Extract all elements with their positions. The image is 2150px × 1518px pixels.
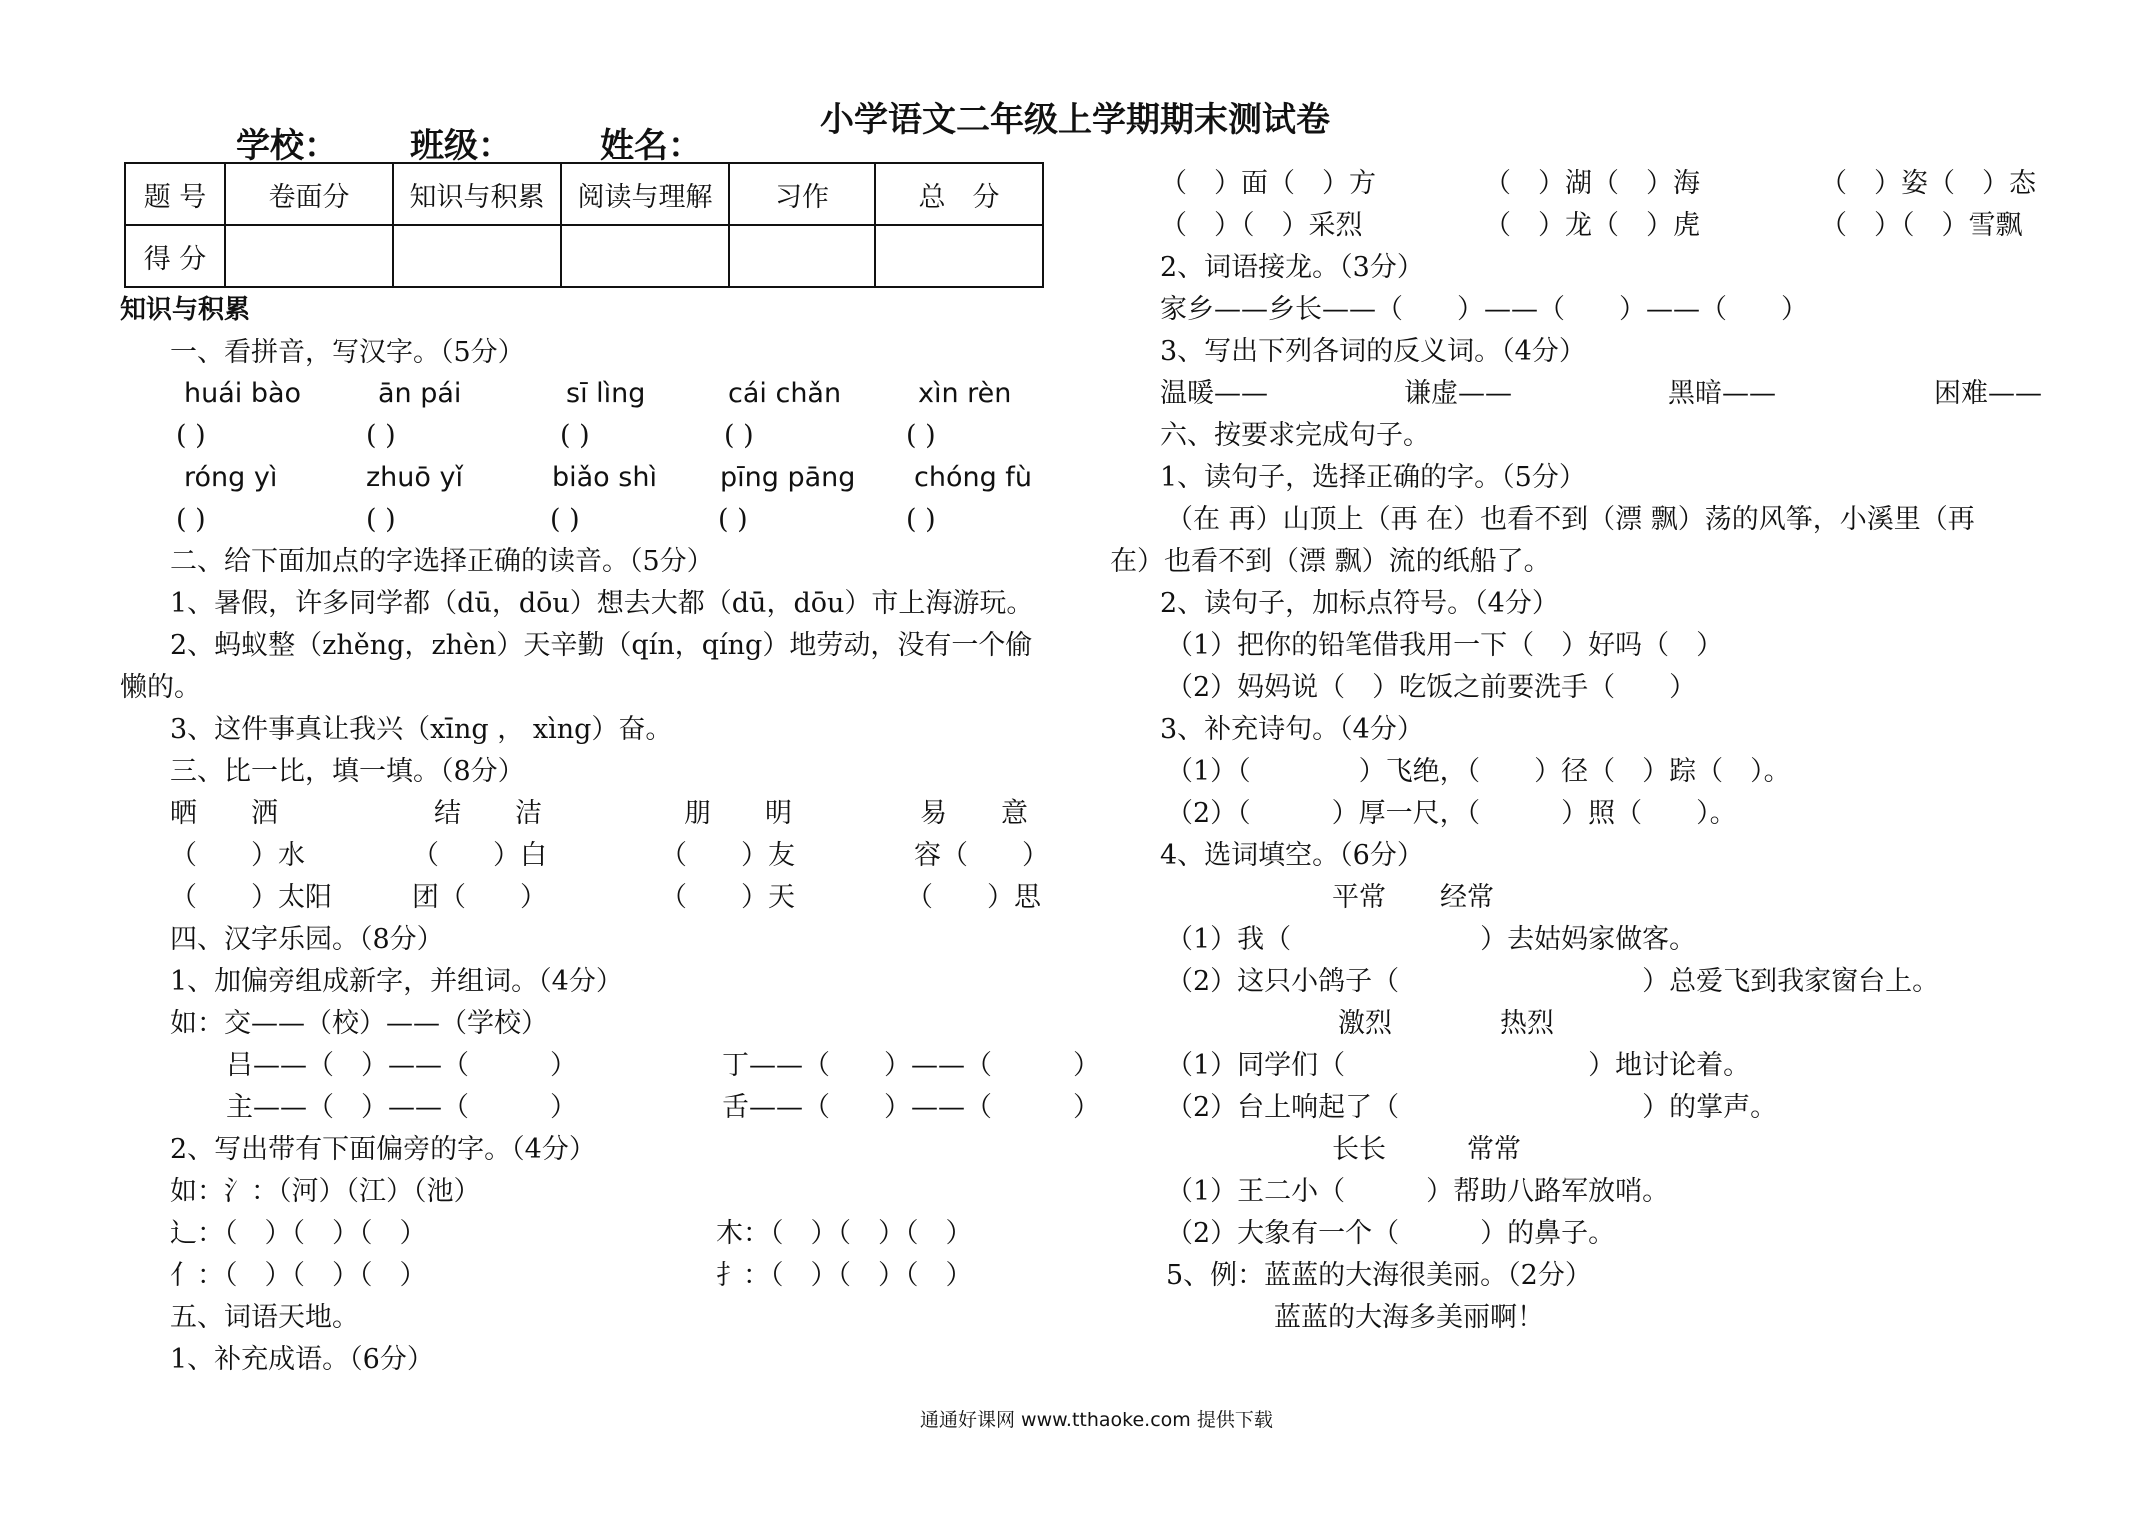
score-header-cell: 题 号: [125, 163, 225, 225]
question-title: 四、汉字乐园。（8分）: [170, 924, 444, 955]
pinyin: cái chǎn: [728, 378, 842, 409]
question-line: 3、这件事真让我兴（xīng ， xìng）奋。: [170, 714, 673, 745]
school-label: 学校：: [236, 126, 338, 166]
page-title: 小学语文二年级上学期期末测试卷: [820, 100, 1330, 140]
pinyin: huái bào: [184, 378, 302, 409]
question-line: 2、读句子，加标点符号。（4分）: [1160, 588, 1559, 619]
answer-blank[interactable]: ( ): [906, 420, 936, 451]
fill-blank[interactable]: 主——（ ）——（ ）: [226, 1092, 577, 1123]
score-cell[interactable]: [561, 225, 729, 287]
question-line: 2、写出带有下面偏旁的字。（4分）: [170, 1134, 596, 1165]
fill-blank[interactable]: （ ）白: [412, 840, 547, 871]
question-line: （在 再）山顶上（再 在）也看不到（漂 飘）荡的风筝，小溪里（再: [1166, 504, 1975, 535]
fill-blank[interactable]: 扌：（ ）（ ）（ ）: [716, 1260, 973, 1291]
fill-blank[interactable]: 舌——（ ）——（ ）: [722, 1092, 1100, 1123]
score-header-cell: 总 分: [875, 163, 1043, 225]
answer-blank[interactable]: ( ): [560, 420, 590, 451]
fill-blank[interactable]: （2）妈妈说（ ）吃饭之前要洗手（ ）: [1166, 672, 1697, 703]
question-line: 2、蚂蚁整（zhěng，zhèn）天辛勤（qín，qíng）地劳动，没有一个偷: [170, 630, 1033, 661]
fill-blank[interactable]: （1）（ ）飞绝，（ ）径（ ）踪（ ）。: [1166, 756, 1791, 787]
word-choices: 激烈 热烈: [1338, 1008, 1554, 1039]
fill-blank[interactable]: （ ）湖（ ）海: [1484, 168, 1700, 199]
antonym-item[interactable]: 困难——: [1934, 378, 2042, 409]
score-header-cell: 习作: [729, 163, 875, 225]
score-header-cell: 卷面分: [225, 163, 393, 225]
fill-blank[interactable]: （ ）太阳: [170, 882, 332, 913]
fill-blank[interactable]: （ ）天: [660, 882, 795, 913]
question-title: 三、比一比，填一填。（8分）: [170, 756, 525, 787]
class-label: 班级：: [410, 126, 512, 166]
fill-blank[interactable]: （2）这只小鸽子（ ）总爱飞到我家窗台上。: [1166, 966, 1940, 997]
question-title: 二、给下面加点的字选择正确的读音。（5分）: [170, 546, 714, 577]
example-line: 如：交——（校）——（学校）: [170, 1008, 548, 1039]
fill-blank[interactable]: （ ）思: [906, 882, 1041, 913]
pinyin: zhuō yǐ: [366, 462, 463, 493]
answer-blank[interactable]: ( ): [176, 504, 206, 535]
question-line: 1、加偏旁组成新字，并组词。（4分）: [170, 966, 623, 997]
question-line: 3、写出下列各词的反义词。（4分）: [1160, 336, 1586, 367]
question-line: 4、选词填空。（6分）: [1160, 840, 1424, 871]
fill-blank[interactable]: （ ）龙（ ）虎: [1484, 210, 1700, 241]
question-line: 3、补充诗句。（4分）: [1160, 714, 1424, 745]
fill-blank[interactable]: 木：（ ）（ ）（ ）: [716, 1218, 973, 1249]
question-line: 1、暑假，许多同学都（dū，dōu）想去大都（dū，dōu）市上海游玩。: [170, 588, 1034, 619]
pinyin: pīng pāng: [720, 462, 856, 493]
score-cell[interactable]: [729, 225, 875, 287]
section-title: 知识与积累: [120, 295, 251, 325]
question-title: 一、看拼音，写汉字。（5分）: [170, 337, 525, 368]
pinyin: xìn rèn: [918, 378, 1012, 409]
score-cell[interactable]: [393, 225, 561, 287]
question-line: 在）也看不到（漂 飘）流的纸船了。: [1110, 546, 1551, 577]
question-line: 2、词语接龙。（3分）: [1160, 252, 1424, 283]
fill-blank[interactable]: （ ）（ ）采烈: [1160, 210, 1363, 241]
fill-blank[interactable]: （2）大象有一个（ ）的鼻子。: [1166, 1218, 1616, 1249]
fill-blank[interactable]: （1）同学们（ ）地讨论着。: [1166, 1050, 1751, 1081]
footer-credit: 通通好课网 www.tthaoke.com 提供下载: [920, 1409, 1273, 1431]
answer-blank[interactable]: ( ): [718, 504, 748, 535]
fill-blank[interactable]: 家乡——乡长——（ ）——（ ）——（ ）: [1160, 294, 1808, 325]
example-line: 如：氵：（河）（江）（池）: [170, 1176, 481, 1207]
compare-chars: 朋 明: [684, 798, 792, 829]
answer-blank[interactable]: ( ): [366, 420, 396, 451]
fill-blank[interactable]: （ ）水: [170, 840, 305, 871]
pinyin: ān pái: [378, 378, 462, 409]
answer-blank[interactable]: ( ): [724, 420, 754, 451]
question-line: 1、读句子，选择正确的字。（5分）: [1160, 462, 1586, 493]
fill-blank[interactable]: 亻：（ ）（ ）（ ）: [170, 1260, 427, 1291]
fill-blank[interactable]: （2）台上响起了（ ）的掌声。: [1166, 1092, 1778, 1123]
fill-blank[interactable]: 容（ ）: [914, 840, 1049, 871]
question-line: 1、补充成语。（6分）: [170, 1344, 434, 1375]
pinyin: róng yì: [184, 462, 278, 493]
name-label: 姓名：: [600, 126, 702, 166]
score-table: [124, 162, 1044, 288]
fill-blank[interactable]: 团（ ）: [412, 882, 547, 913]
fill-blank[interactable]: （1）王二小（ ）帮助八路军放哨。: [1166, 1176, 1670, 1207]
answer-blank[interactable]: ( ): [176, 420, 206, 451]
fill-blank[interactable]: 吕——（ ）——（ ）: [226, 1050, 577, 1081]
word-choices: 平常 经常: [1332, 882, 1494, 913]
compare-chars: 结 洁: [434, 798, 542, 829]
fill-blank[interactable]: 丁——（ ）——（ ）: [722, 1050, 1100, 1081]
fill-blank[interactable]: （ ）友: [660, 840, 795, 871]
fill-blank[interactable]: （ ）姿（ ）态: [1820, 168, 2036, 199]
answer-blank[interactable]: ( ): [906, 504, 936, 535]
fill-blank[interactable]: 辶：（ ）（ ）（ ）: [170, 1218, 427, 1249]
compare-chars: 晒 洒: [170, 798, 278, 829]
question-line: 5、例：蓝蓝的大海很美丽。（2分）: [1166, 1260, 1592, 1291]
question-title: 五、词语天地。: [170, 1302, 359, 1333]
score-header-cell: 知识与积累: [393, 163, 561, 225]
fill-blank[interactable]: （1）把你的铅笔借我用一下（ ）好吗（ ）: [1166, 630, 1724, 661]
pinyin: chóng fù: [914, 462, 1032, 493]
question-title: 六、按要求完成句子。: [1160, 420, 1430, 451]
answer-blank[interactable]: ( ): [550, 504, 580, 535]
score-cell[interactable]: [875, 225, 1043, 287]
fill-blank[interactable]: （2）（ ）厚一尺，（ ）照（ ）。: [1166, 798, 1737, 829]
question-line: 懒的。: [120, 672, 201, 703]
fill-blank[interactable]: （1）我（ ）去姑妈家做客。: [1166, 924, 1697, 955]
pinyin: sī lìng: [566, 378, 646, 409]
word-choices: 长长 常常: [1332, 1134, 1521, 1165]
compare-chars: 易 意: [920, 798, 1028, 829]
antonym-item[interactable]: 温暖——: [1160, 378, 1268, 409]
fill-blank[interactable]: （ ）（ ）雪飘: [1820, 210, 2023, 241]
antonym-item[interactable]: 谦虚——: [1404, 378, 1512, 409]
score-row-label: 得 分: [125, 225, 225, 287]
answer-blank[interactable]: ( ): [366, 504, 396, 535]
fill-blank[interactable]: （ ）面（ ）方: [1160, 168, 1376, 199]
example-sentence: 蓝蓝的大海多美丽啊！: [1274, 1302, 1544, 1333]
pinyin: biǎo shì: [552, 462, 657, 493]
score-header-cell: 阅读与理解: [561, 163, 729, 225]
antonym-item[interactable]: 黑暗——: [1668, 378, 1776, 409]
score-cell[interactable]: [225, 225, 393, 287]
